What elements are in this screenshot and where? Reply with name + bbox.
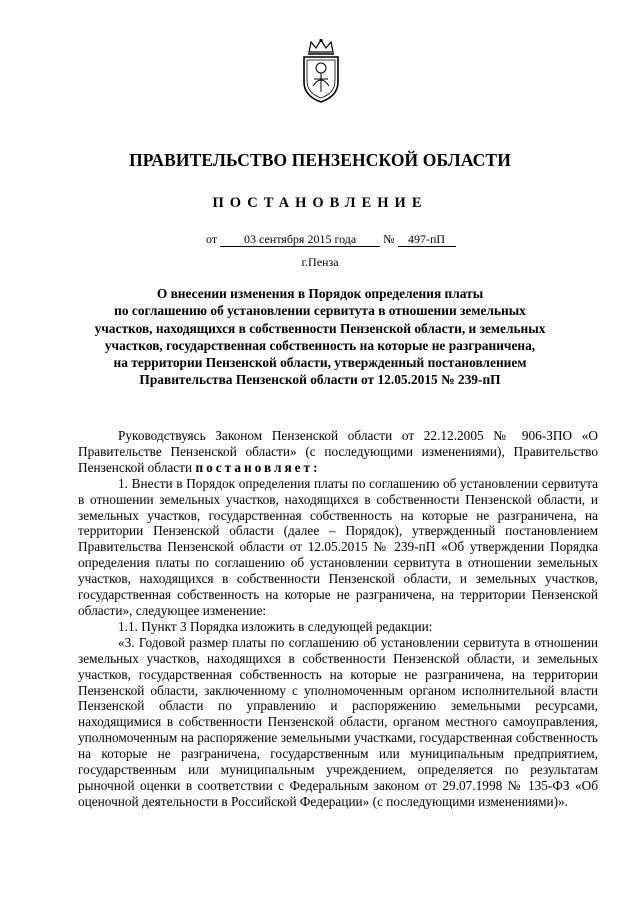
preamble-paragraph — [78, 428, 598, 476]
title-line: участков, государственная собственность на которые не разграничена, — [104, 337, 536, 353]
clause-1-1-paragraph: 1.1. Пункт 3 Порядка изложить в следующей редакции: — [118, 618, 433, 634]
title-line: участков, находящихся в собственности Пензенской области, и земельных — [94, 320, 546, 336]
title-line: Правительства Пензенской области от 12.05.2015 № 239-пП — [139, 372, 501, 388]
penza-region-coat-of-arms-icon — [296, 38, 346, 106]
number-prefix: № — [383, 232, 395, 246]
clause-1-paragraph: 1. Внести в Порядок определения платы по соглашению об установлении сервитута в отношении земельных участков, находящихся в собственности Пензенской области, и земельных участков, государственная собственность на которые не разграничена, на территории Пензенской области (далее – Порядок), утвержденный постановлением Правительства Пензенской области от 12.05.2015 № 239-пП «Об утверждении Порядка определения платы по соглашению об установлении сервитута в отношении земельных участков, находящихся в собственности Пензенской области, и земельных участков, государственная собственность на которые не разграничена, на территории Пензенской области», следующее изменение: — [78, 475, 598, 618]
document-date: 03 сентября 2015 года — [220, 232, 380, 247]
organization-name: ПРАВИТЕЛЬСТВО ПЕНЗЕНСКОЙ ОБЛАСТИ — [129, 150, 511, 170]
document-number: 497-пП — [398, 232, 456, 247]
date-number-line — [206, 232, 466, 247]
city: г.Пенза — [301, 255, 339, 269]
title-line: О внесении изменения в Порядок определения платы — [156, 286, 484, 301]
title-line: на территории Пензенской области, утвержденный постановлением — [113, 355, 527, 371]
document-type: ПОСТАНОВЛЕНИЕ — [212, 195, 428, 211]
document-body — [78, 428, 598, 810]
resolves-word: постановляет: — [195, 459, 321, 475]
new-clause-3-paragraph: «3. Годовой размер платы по соглашению об установлении сервитута в отношении земельных участков, находящихся в собственности Пензенской области, и земельных участков, государственная собственность на которые не разграничена, на территории Пензенской области, заключенному с уполномоченным органом исполнительной власти Пензенской области по управлению и распоряжению земельными ресурсами, находящимися в собственности Пензенской области, органом местного самоуправления, уполномоченным на распоряжение земельными участками, государственная собственность на которые не разграничена, государственным или муниципальным предприятием, государственным или муниципальным учреждением, определяется по результатам рыночной оценки в соответствии с Федеральным законом от 29.07.1998 № 135-ФЗ «Об оценочной деятельности в Российской Федерации» (с последующими изменениями)». — [78, 634, 598, 809]
date-prefix: от — [206, 232, 218, 246]
document-title — [60, 285, 580, 389]
preamble-text: Руководствуясь Законом Пензенской области от 22.12.2005 № 906-ЗПО «О Правительстве Пензенской области» (с последующими изменениями), Правительство Пензенской области — [78, 428, 598, 475]
title-line: по соглашению об установлении сервитута в отношении земельных — [114, 303, 526, 319]
